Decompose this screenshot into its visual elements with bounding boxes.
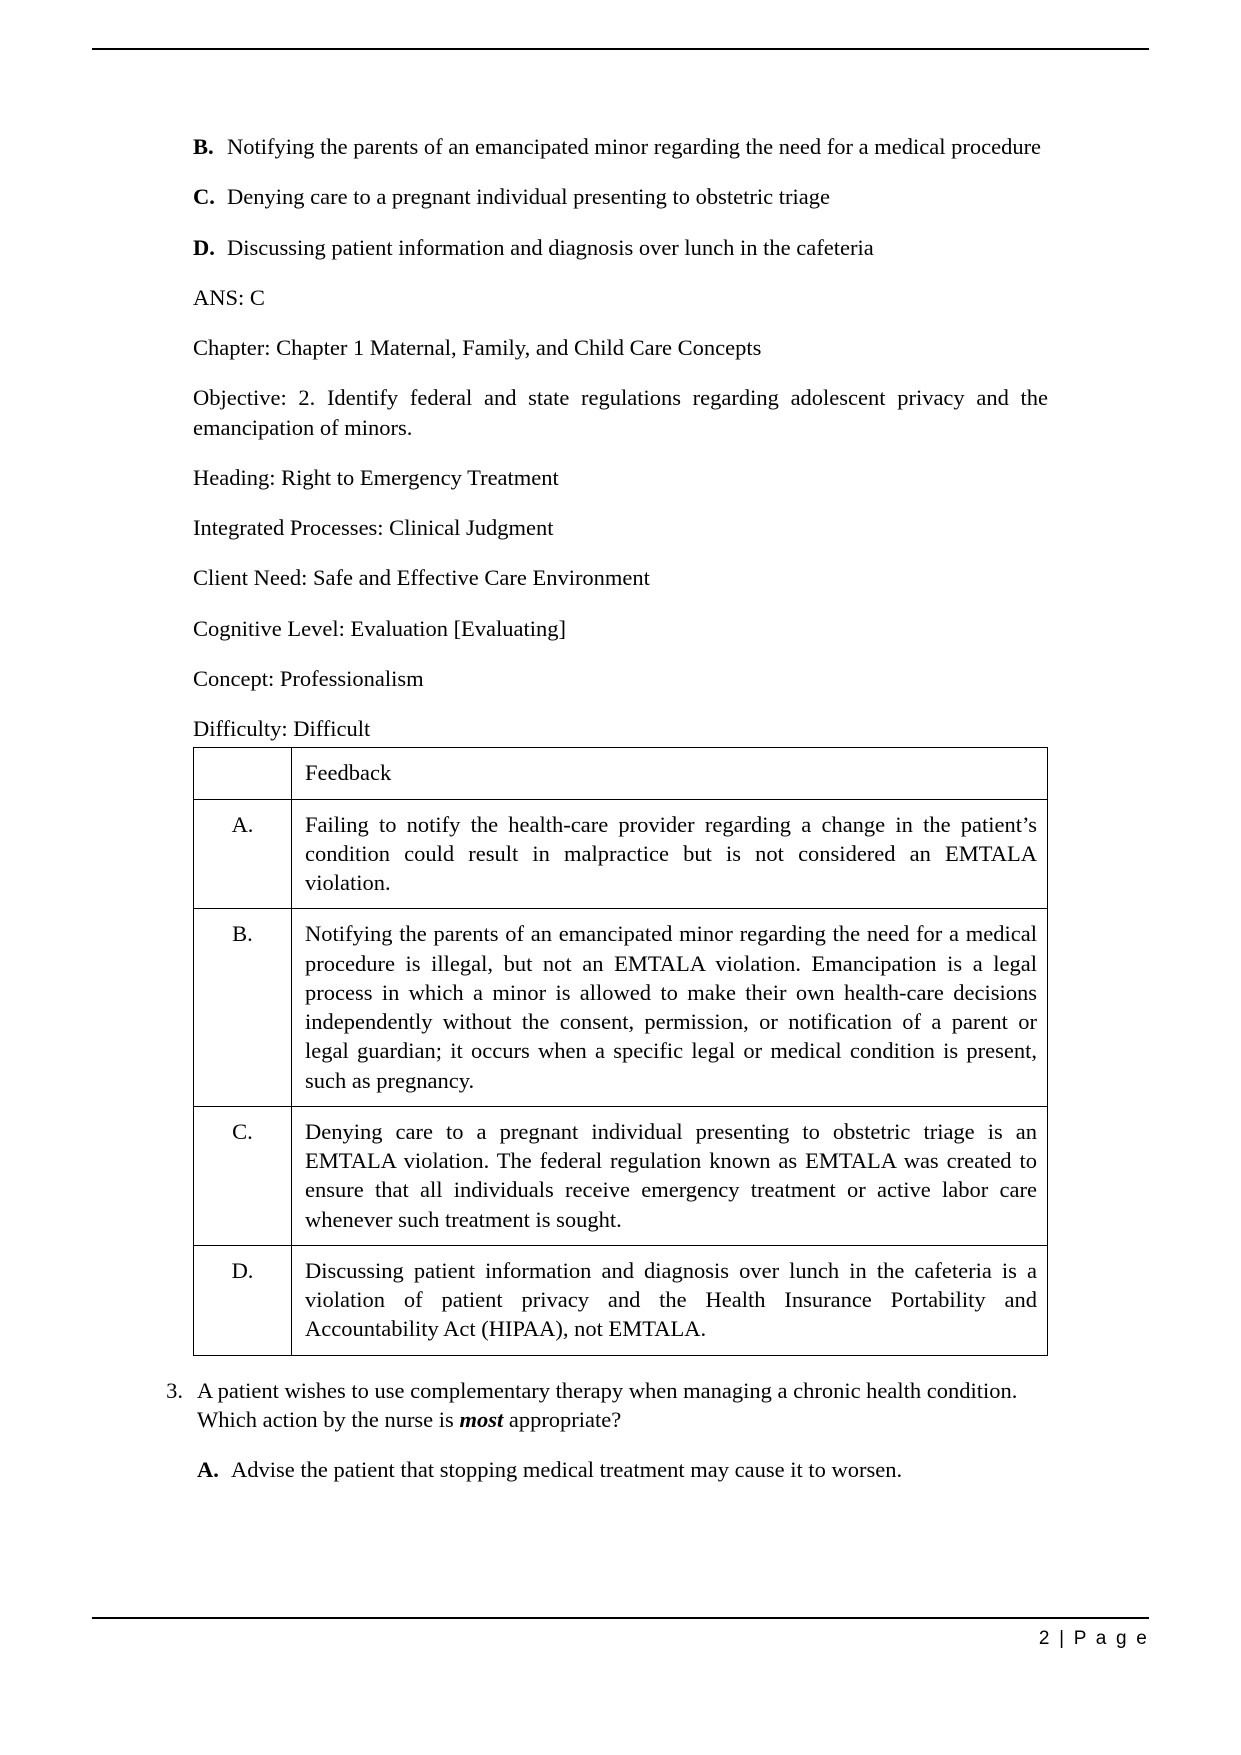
question-text — [197, 1376, 1048, 1435]
option-text: Denying care to a pregnant individual presenting to obstetric triage — [227, 184, 830, 210]
option-b — [193, 132, 1048, 161]
row-feedback-b: Notifying the parents of an emancipated minor regarding the need for a medical procedure is illegal, but not an EMTALA violation. Emancipation is a legal process in which a minor is allowed to make their own health-care decisions independently without the consent, permission, or notification of a parent or legal guardian; it occurs when a specific legal or medical condition is present, such as pregnancy. — [292, 909, 1048, 1107]
metadata-chapter: Chapter: Chapter 1 Maternal, Family, and Child Care Concepts — [193, 335, 762, 360]
row-label-c: C. — [194, 1106, 292, 1245]
footer-rule — [92, 1617, 1149, 1619]
question-number: 3. — [166, 1377, 183, 1403]
option-c — [193, 182, 1048, 211]
table-header-blank — [194, 748, 292, 799]
option-text: Notifying the parents of an emancipated minor regarding the need for a medical procedure — [227, 134, 1042, 159]
metadata-ans: ANS: C — [193, 284, 265, 310]
option-a — [197, 1455, 1048, 1484]
metadata-heading: Heading: Right to Emergency Treatment — [193, 464, 559, 490]
option-letter: B. — [193, 134, 214, 159]
table-header-row — [194, 748, 1048, 799]
metadata-difficulty: Difficulty: Difficult — [193, 716, 371, 741]
option-letter: D. — [193, 234, 215, 260]
metadata-cognitive-level: Cognitive Level: Evaluation [Evaluating] — [193, 615, 567, 641]
metadata-concept: Concept: Professionalism — [193, 665, 424, 691]
row-feedback-d: Discussing patient information and diagnosis over lunch in the cafeteria is a violation of patient privacy and the Health Insurance Portability and Accountability Act (HIPAA), not EMTALA. — [292, 1245, 1048, 1355]
table-row — [194, 1106, 1048, 1245]
option-text: Advise the patient that stopping medical treatment may cause it to worsen. — [231, 1457, 903, 1482]
row-feedback-a: Failing to notify the health-care provider regarding a change in the patient’s condition could result in malpractice but is not considered an EMTALA violation. — [292, 799, 1048, 909]
row-label-b: B. — [194, 909, 292, 1107]
question-text-part2: appropriate? — [503, 1406, 622, 1432]
question-3-options — [197, 1455, 1048, 1484]
header-rule — [92, 48, 1149, 50]
page-number-footer: 2 | P a g e — [1038, 1628, 1149, 1649]
row-label-a: A. — [194, 799, 292, 909]
table-row — [194, 1245, 1048, 1355]
question-3 — [155, 1376, 1048, 1435]
question-text-part1: A patient wishes to use complementary therapy when managing a chronic health condition. Which action by the nurse is — [197, 1377, 1018, 1432]
metadata-integrated-processes: Integrated Processes: Clinical Judgment — [193, 515, 554, 540]
metadata-client-need: Client Need: Safe and Effective Care Environment — [193, 565, 650, 591]
option-letter: A. — [197, 1457, 219, 1482]
row-feedback-c: Denying care to a pregnant individual presenting to obstetric triage is an EMTALA violation. The federal regulation known as EMTALA was created to ensure that all individuals receive emergency treatment or active labor care whenever such treatment is sought. — [292, 1106, 1048, 1245]
table-row — [194, 909, 1048, 1107]
question-3-block — [155, 1376, 1048, 1485]
option-text: Discussing patient information and diagnosis over lunch in the cafeteria — [227, 234, 874, 260]
row-label-d: D. — [194, 1245, 292, 1355]
table-header-feedback: Feedback — [292, 748, 1048, 799]
feedback-table — [193, 747, 1048, 1355]
question-emphasis: most — [459, 1406, 504, 1432]
option-letter: C. — [193, 184, 215, 210]
option-d — [193, 233, 1048, 262]
page-content — [166, 132, 1048, 1505]
metadata-objective: Objective: 2. Identify federal and state regulations regarding adolescent privacy and the emancipation of minors. — [193, 385, 1048, 440]
table-row — [194, 799, 1048, 909]
